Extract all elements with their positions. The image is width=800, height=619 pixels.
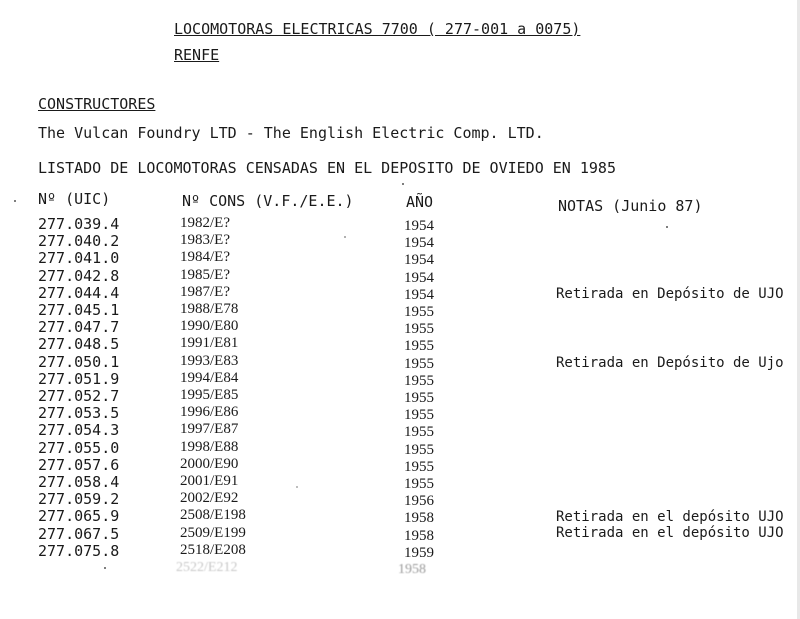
row-year: 1955 (404, 304, 434, 320)
row-cons: 2509/E199 (180, 524, 246, 541)
row-cons: 1993/E83 (180, 352, 239, 369)
table-row (0, 284, 800, 301)
table-row (0, 490, 800, 510)
table-row (0, 421, 800, 441)
row-year: 1955 (404, 372, 434, 389)
row-uic: 277.051.9 (38, 369, 120, 388)
row-cons: 1998/E88 (180, 438, 239, 455)
row-cons: 2518/E208 (180, 541, 246, 558)
table-row (0, 232, 800, 252)
document-title: LOCOMOTORAS ELECTRICAS 7700 ( 277-001 a 0075) (174, 20, 581, 38)
row-year: 1955 (404, 355, 434, 372)
table-row (0, 318, 800, 338)
row-uic: 277.047.7 (38, 318, 120, 337)
scan-speck (104, 567, 106, 569)
row-uic: 277.039.4 (38, 215, 120, 233)
row-uic: 277.041.0 (38, 249, 120, 268)
table-row (0, 370, 800, 387)
table-row (0, 525, 800, 542)
row-cons: 1994/E84 (180, 369, 239, 386)
scan-speck (402, 183, 404, 185)
manufacturers-line: The Vulcan Foundry LTD - The English Electric Comp. LTD. (38, 124, 544, 142)
row-year: 1955 (404, 321, 434, 338)
row-year: 1954 (404, 269, 434, 286)
row-uic: 277.067.5 (38, 524, 120, 543)
row-uic: 277.045.1 (38, 301, 120, 319)
section-heading: CONSTRUCTORES (38, 95, 156, 113)
row-uic: 277.050.1 (38, 352, 120, 371)
scan-speck (666, 226, 668, 228)
row-cons: 1982/E? (180, 215, 230, 231)
row-uic: 277.058.4 (38, 473, 120, 491)
row-cons: 1997/E87 (180, 421, 239, 438)
column-header-notes: NOTAS (Junio 87) (558, 197, 703, 215)
scan-speck (344, 236, 346, 238)
row-uic: 277.052.7 (38, 387, 120, 405)
row-year: 1955 (404, 390, 434, 406)
faded-row-cons: 2522/E212 (176, 560, 238, 575)
row-uic: 277.042.8 (38, 266, 120, 285)
table-row (0, 387, 800, 404)
table-row (0, 301, 800, 318)
row-note: Retirada en el depósito UJO (556, 524, 784, 541)
scan-speck (296, 486, 298, 488)
table-row (0, 267, 800, 284)
row-cons: 1990/E80 (180, 318, 239, 335)
row-note: Retirada en Depósito de Ujo (556, 354, 784, 371)
row-note: Retirada en Depósito de UJO (556, 285, 784, 302)
row-uic: 277.040.2 (38, 232, 120, 251)
row-cons: 1985/E? (180, 266, 230, 283)
row-year: 1954 (404, 235, 434, 252)
faded-row-year: 1958 (398, 562, 426, 577)
row-uic: 277.054.3 (38, 421, 120, 440)
table-row (0, 456, 800, 473)
row-year: 1955 (404, 441, 434, 458)
row-year: 1959 (404, 544, 434, 561)
table-row (0, 353, 800, 370)
row-cons: 1991/E81 (180, 335, 239, 352)
row-year: 1954 (404, 218, 434, 234)
column-header-uic: Nº (UIC) (38, 190, 111, 208)
row-uic: 277.055.0 (38, 438, 120, 457)
row-uic: 277.048.5 (38, 335, 120, 354)
table-row (0, 404, 800, 424)
column-header-year: AÑO (406, 193, 434, 211)
scan-speck (14, 200, 16, 202)
column-header-cons: Nº CONS (V.F./E.E.) (182, 192, 354, 210)
row-note: Retirada en el depósito UJO (556, 509, 784, 526)
faded-row (0, 560, 800, 580)
row-uic: 277.057.6 (38, 455, 120, 474)
row-cons: 2001/E91 (180, 473, 239, 489)
listing-title: LISTADO DE LOCOMOTORAS CENSADAS EN EL DEPOSITO DE OVIEDO EN 1985 (38, 159, 616, 177)
row-year: 1954 (404, 252, 434, 269)
row-cons: 1988/E78 (180, 301, 239, 317)
table-row (0, 439, 800, 456)
row-uic: 277.059.2 (38, 490, 120, 509)
row-cons: 1987/E? (180, 283, 230, 300)
row-cons: 1984/E? (180, 249, 230, 266)
row-year: 1955 (404, 458, 434, 475)
row-cons: 2002/E92 (180, 490, 239, 507)
row-year: 1955 (404, 338, 434, 355)
row-uic: 277.053.5 (38, 404, 120, 423)
table-row (0, 249, 800, 269)
row-year: 1958 (404, 510, 434, 527)
row-cons: 1995/E85 (180, 387, 239, 403)
row-uic: 277.075.8 (38, 541, 120, 560)
row-uic: 277.065.9 (38, 507, 120, 526)
row-year: 1955 (404, 424, 434, 441)
row-year: 1955 (404, 476, 434, 492)
table-row (0, 542, 800, 559)
row-cons: 2508/E198 (180, 507, 246, 524)
row-cons: 2000/E90 (180, 455, 239, 472)
row-year: 1956 (404, 493, 434, 510)
row-year: 1958 (404, 527, 434, 544)
row-cons: 1983/E? (180, 232, 230, 249)
table-row (0, 215, 800, 232)
row-year: 1954 (404, 286, 434, 303)
document-subtitle: RENFE (174, 46, 220, 64)
table-row (0, 507, 800, 527)
table-row (0, 335, 800, 355)
row-cons: 1996/E86 (180, 404, 239, 421)
table-row (0, 473, 800, 490)
row-year: 1955 (404, 407, 434, 424)
row-uic: 277.044.4 (38, 283, 120, 302)
